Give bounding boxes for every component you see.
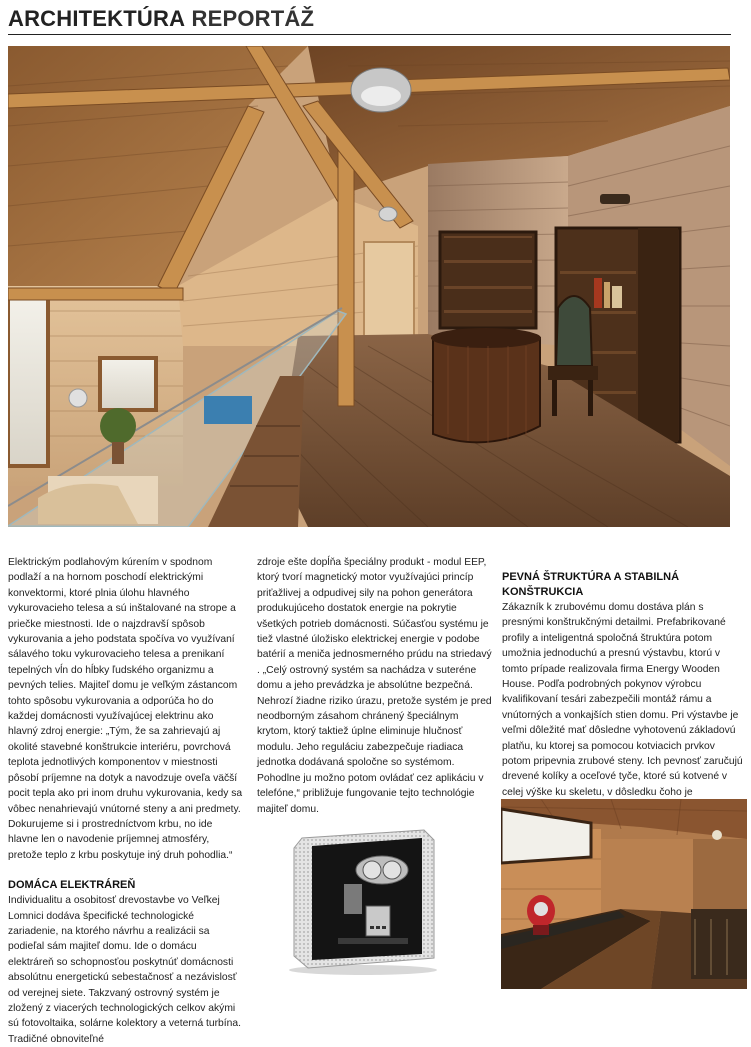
eep-module-device	[282, 826, 444, 976]
article-column-2	[257, 555, 493, 817]
kitchen-interior-photo	[501, 799, 747, 989]
col1-body-paragraph: Individualitu a osobitosť drevostavbe vo Veľkej Lomnici dodáva špecifické technologické zariadenie, na ktorého návrhu a realizácii sa podieľal sám majiteľ domu. Ide o domácu elektráreň so schopnosťou poskytnúť domácnosti absolútnu energetickú sebestačnosť a nezávislosť od verejnej siete. Takzvaný ostrovný systém je zložený z viacerých technologických celkov akými sú fotovoltaika, solárne kolektory a veterná turbína. Tradičné obnoviteľné	[8, 895, 241, 1045]
col2-body-paragraph: zdroje ešte dopĺňa špeciálny produkt - modul EEP, ktorý tvorí magnetický motor využívajúci princíp priťažlivej a odpudivej sily na pohon generátora produkujúceho dostatok energie na pokrytie všetkých potrieb domácnosti. Súčasťou systému je tiež vlastné úložisko elektrickej energie v podobe batérií a meniča jednosmerného prúdu na striedavý . „Celý ostrovný systém sa nachádza v suteréne domu a jeho prevádzka je absolútne bezpečná. Nehrozí žiadne riziko úrazu, pretože systém je pred neodborným zásahom chránený špeciálnym krytom, ktorý taktiež úplne eliminuje hlučnosť modulu. Jeho reguláciu zabezpečuje riadiaca jednotka dodávaná spoločne so systémom. Pohodlne ju možno potom ovládať cez aplikáciu v telefóne,“ približuje fungovanie tejto technológie majiteľ domu.	[257, 557, 492, 815]
col3-subheading: PEVNÁ ŠTRUKTÚRA A STABILNÁ KONŠTRUKCIA	[502, 571, 680, 598]
section-title: ARCHITEKTÚRA	[8, 6, 186, 31]
article-column-3	[502, 570, 743, 816]
subsection-title: REPORTÁŽ	[191, 6, 315, 31]
article-column-1	[8, 555, 245, 1047]
hero-interior-photo	[8, 46, 730, 527]
col3-body-paragraph: Zákazník k zrubovému domu dostáva plán s presnými konštrukčnými detailmi. Prefabrikované profily a inteligentná spoločná štruktúra potom umožnia jednoduchú a presnú výstavbu, ktorú v tomto prípade realizovala firma Energy Wooden House. Podľa podrobných pokynov výrobcu kvalifikovaní tesári zabezpečili montáž rámu a vnútorných a vonkajších stien domu. Pri výstavbe je veľmi dôležité mať dôsledne vyhotovenú základovú platňu, ku ktorej sa pomocou kotviacich prvkov potom pripevnia zrubové steny. Ich pevnosť zaručujú drevené kolíky a oceľové tyče, ktoré sú kotvené v celej výške ku skeletu, v dôsledku čoho je	[502, 602, 743, 798]
col1-intro-paragraph: Elektrickým podlahovým kúrením v spodnom podlaží a na hornom poschodí elektrickými konvektormi, ktoré plnia úlohu hlavného vykurovacieho telesa a sú inštalované na strope a priečke miestnosti. Ide o najzdravší spôsob vykurovania a jeho podstata spočíva vo využívaní sálavého toku vykurovacieho telesa a prenikaní tepelných vĺn do hĺbky ľudského organizmu a pevných telies. Majiteľ domu je veľkým zástancom tohto spôsobu vykurovania a odporúča ho do každej domácnosti využívajúcej elektrinu ako hlavný zdroj energie: „Tým, že sa zahrievajú aj okolité stavebné konštrukcie interiéru, povrchová teplota jednotlivých komponentov v miestnosti pôsobí príjemne na dotyk a navodzuje oveľa väčší pocit tepla ako pri inom druhu vykurovania, kedy sa vôbec nenahrievajú vnútorné steny a ani predmety. Dokurujeme si i prostredníctvom krbu, no ide hlavne len o navodenie príjemnej atmosféry, pretože teplo z krbu poskytuje iný druh pohodlia.“	[8, 557, 243, 861]
page-header	[8, 6, 314, 32]
header-rule	[8, 34, 731, 35]
col1-subheading: DOMÁCA ELEKTRÁREŇ	[8, 879, 136, 892]
